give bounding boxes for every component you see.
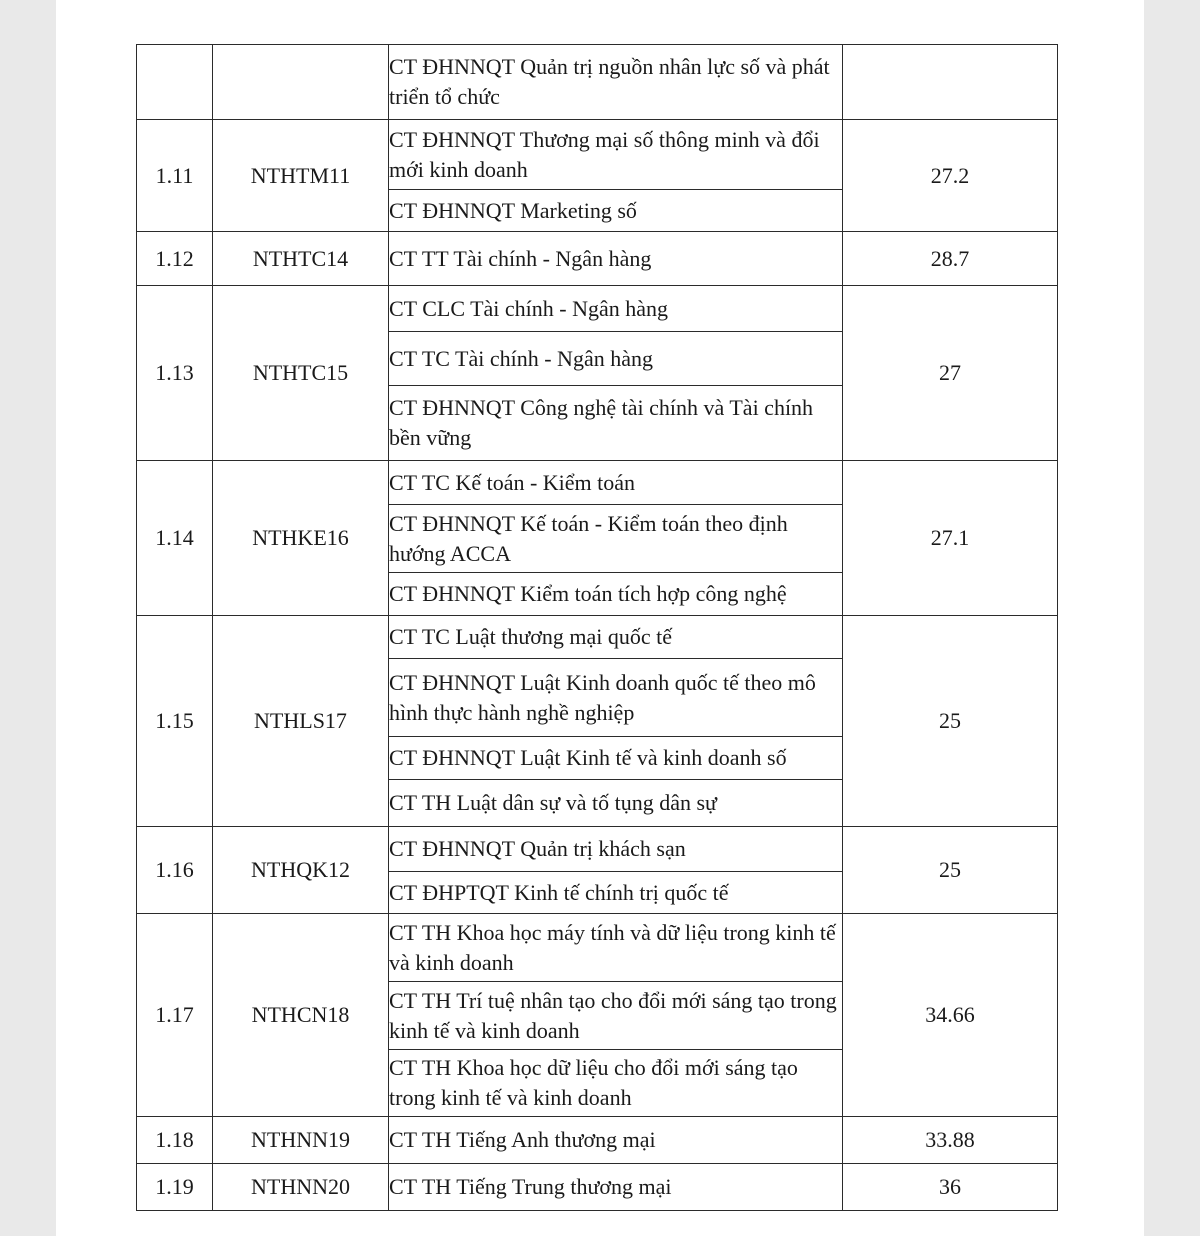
program-name-cell: CT TC Kế toán - Kiểm toán [389,461,843,505]
row-number-cell: 1.17 [137,914,213,1117]
cutoff-score-cell: 25 [843,616,1058,827]
table-row [137,914,1058,982]
table-row [137,461,1058,505]
program-code-cell: NTHTC14 [213,232,389,286]
program-name-cell: CT ĐHNNQT Luật Kinh doanh quốc tế theo mô hình thực hành nghề nghiệp [389,659,843,737]
cutoff-score-cell [843,45,1058,120]
program-code-cell [213,45,389,120]
row-number-cell [137,45,213,120]
row-number-cell: 1.15 [137,616,213,827]
table-row [137,1117,1058,1164]
program-name-cell: CT TC Luật thương mại quốc tế [389,616,843,659]
admission-scores-table [136,44,1058,1211]
program-name-cell: CT TH Tiếng Anh thương mại [389,1117,843,1164]
row-number-cell: 1.11 [137,120,213,232]
cutoff-score-cell: 27.1 [843,461,1058,616]
program-code-cell: NTHKE16 [213,461,389,616]
program-name-cell: CT ĐHNNQT Kế toán - Kiểm toán theo định hướng ACCA [389,505,843,573]
program-name-cell: CT ĐHNNQT Công nghệ tài chính và Tài chính bền vững [389,386,843,461]
program-name-cell: CT TC Tài chính - Ngân hàng [389,332,843,386]
program-name-cell: CT ĐHNNQT Thương mại số thông minh và đổi mới kinh doanh [389,120,843,190]
row-number-cell: 1.19 [137,1164,213,1211]
table-row [137,827,1058,872]
table-row [137,616,1058,659]
table-row [137,1164,1058,1211]
program-name-cell: CT ĐHPTQT Kinh tế chính trị quốc tế [389,872,843,914]
program-name-cell: CT TH Tiếng Trung thương mại [389,1164,843,1211]
cutoff-score-cell: 33.88 [843,1117,1058,1164]
program-name-cell: CT TH Khoa học máy tính và dữ liệu trong kinh tế và kinh doanh [389,914,843,982]
row-number-cell: 1.16 [137,827,213,914]
cutoff-score-cell: 27.2 [843,120,1058,232]
program-name-cell: CT TH Luật dân sự và tố tụng dân sự [389,780,843,827]
program-code-cell: NTHLS17 [213,616,389,827]
cutoff-score-cell: 25 [843,827,1058,914]
program-name-cell: CT ĐHNNQT Luật Kinh tế và kinh doanh số [389,737,843,780]
cutoff-score-cell: 28.7 [843,232,1058,286]
row-number-cell: 1.14 [137,461,213,616]
document-page [56,0,1144,1236]
row-number-cell: 1.12 [137,232,213,286]
row-number-cell: 1.18 [137,1117,213,1164]
program-name-cell: CT TH Khoa học dữ liệu cho đổi mới sáng tạo trong kinh tế và kinh doanh [389,1050,843,1117]
table-row [137,286,1058,332]
cutoff-score-cell: 36 [843,1164,1058,1211]
row-number-cell: 1.13 [137,286,213,461]
program-code-cell: NTHCN18 [213,914,389,1117]
table-row [137,232,1058,286]
program-name-cell: CT TH Trí tuệ nhân tạo cho đổi mới sáng tạo trong kinh tế và kinh doanh [389,982,843,1050]
program-name-cell: CT ĐHNNQT Quản trị nguồn nhân lực số và phát triển tổ chức [389,45,843,120]
table-row [137,120,1058,190]
cutoff-score-cell: 27 [843,286,1058,461]
program-code-cell: NTHNN20 [213,1164,389,1211]
table-row [137,45,1058,120]
program-code-cell: NTHNN19 [213,1117,389,1164]
cutoff-score-cell: 34.66 [843,914,1058,1117]
program-name-cell: CT CLC Tài chính - Ngân hàng [389,286,843,332]
program-code-cell: NTHQK12 [213,827,389,914]
program-code-cell: NTHTC15 [213,286,389,461]
program-name-cell: CT TT Tài chính - Ngân hàng [389,232,843,286]
program-name-cell: CT ĐHNNQT Quản trị khách sạn [389,827,843,872]
program-name-cell: CT ĐHNNQT Kiểm toán tích hợp công nghệ [389,573,843,616]
table-body [137,45,1058,1211]
program-name-cell: CT ĐHNNQT Marketing số [389,190,843,232]
program-code-cell: NTHTM11 [213,120,389,232]
